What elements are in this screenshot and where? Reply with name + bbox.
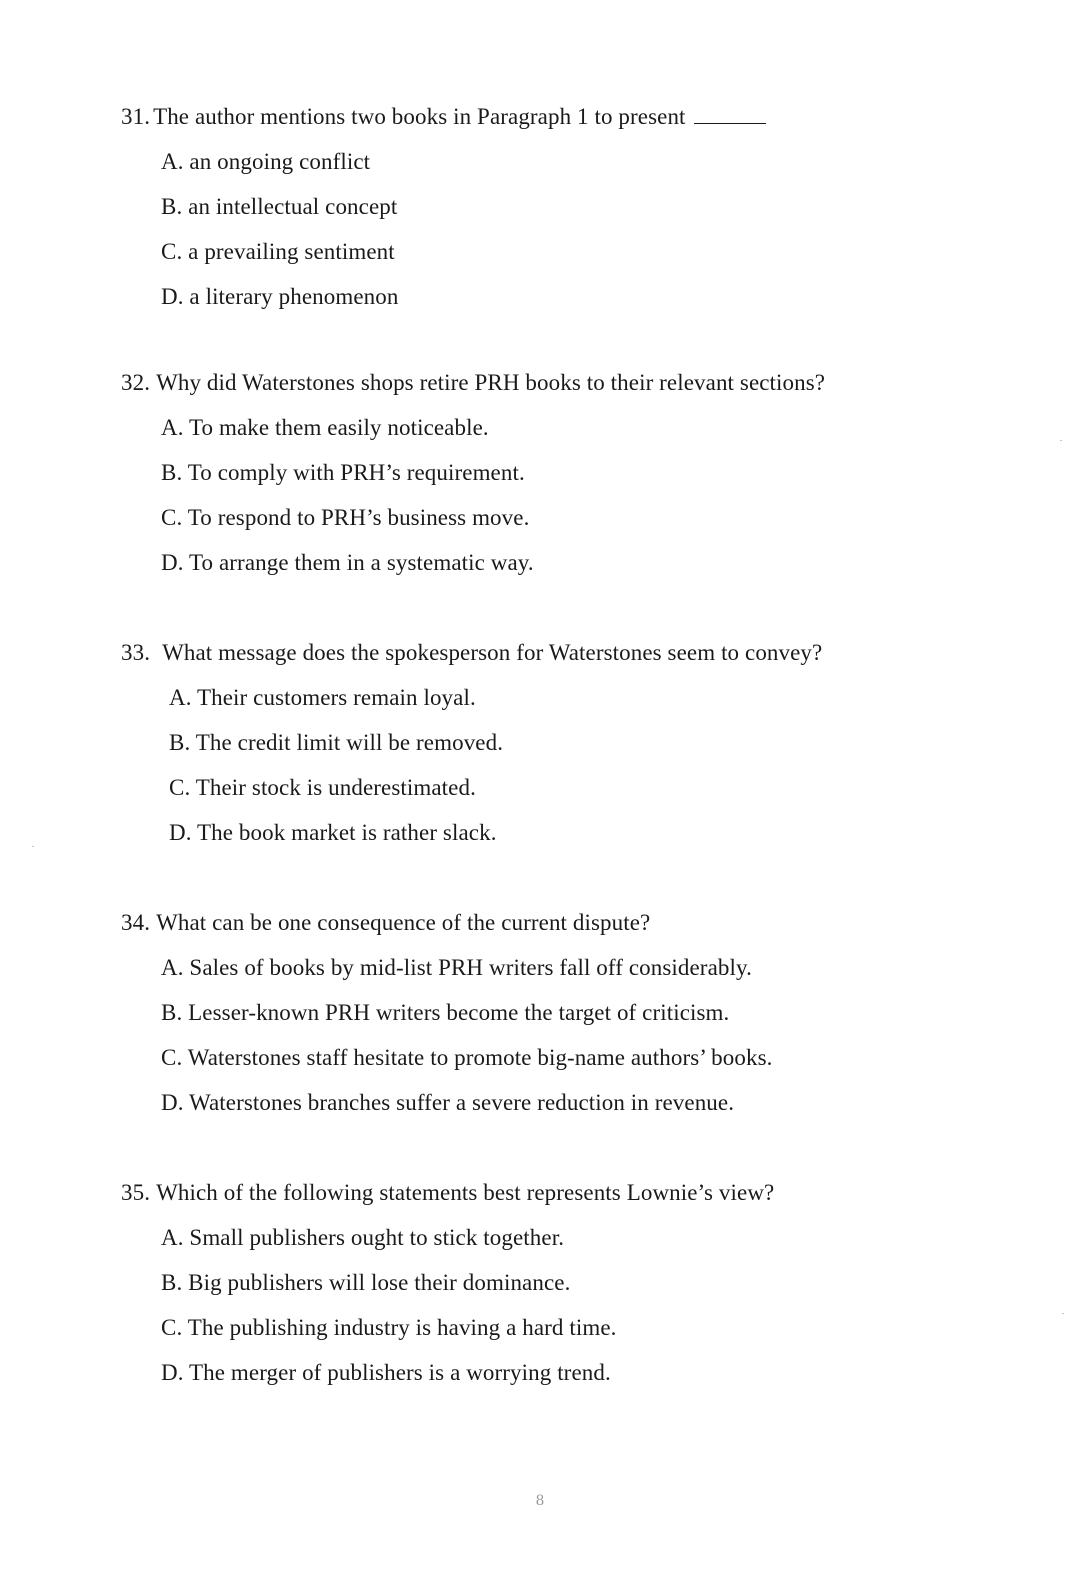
option-letter: B. — [161, 1270, 183, 1295]
option-d — [0, 1358, 1080, 1388]
option-text: Small publishers ought to stick together. — [189, 1225, 565, 1250]
option-letter: D. — [161, 1090, 184, 1115]
answer-blank — [694, 103, 766, 124]
question-number: 35. — [121, 1180, 151, 1205]
question-number: 33. — [121, 640, 151, 665]
option-text: Waterstones staff hesitate to promote big-name authors’ books. — [187, 1045, 773, 1070]
option-letter: D. — [161, 550, 184, 575]
option-letter: B. — [161, 1000, 183, 1025]
option-b — [0, 458, 1080, 488]
option-text: Their stock is underestimated. — [195, 775, 476, 800]
option-a — [0, 413, 1080, 443]
option-letter: D. — [161, 1360, 184, 1385]
question-stem — [0, 638, 1080, 668]
option-text: To comply with PRH’s requirement. — [187, 460, 525, 485]
question-text: What can be one consequence of the current dispute? — [156, 910, 651, 935]
option-a — [0, 683, 1080, 713]
option-letter: A. — [161, 1225, 184, 1250]
option-text: a prevailing sentiment — [188, 239, 395, 264]
scan-speck — [32, 846, 34, 847]
question-31 — [0, 102, 1080, 312]
option-text: The publishing industry is having a hard time. — [187, 1315, 617, 1340]
option-letter: B. — [169, 730, 191, 755]
option-letter: C. — [169, 775, 191, 800]
scan-speck — [1062, 1313, 1064, 1314]
question-text: What message does the spokesperson for Waterstones seem to convey? — [162, 640, 823, 665]
option-d — [0, 282, 1080, 312]
question-text: Which of the following statements best represents Lownie’s view? — [156, 1180, 775, 1205]
question-number: 32. — [121, 370, 151, 395]
question-stem — [0, 1178, 1080, 1208]
option-text: The credit limit will be removed. — [195, 730, 504, 755]
question-34 — [0, 908, 1080, 1118]
question-32 — [0, 368, 1080, 578]
option-b — [0, 728, 1080, 758]
option-text: Waterstones branches suffer a severe reduction in revenue. — [189, 1090, 735, 1115]
option-d — [0, 548, 1080, 578]
option-letter: A. — [161, 415, 184, 440]
option-text: Sales of books by mid-list PRH writers fall off considerably. — [189, 955, 752, 980]
option-text: Lesser-known PRH writers become the target of criticism. — [188, 1000, 730, 1025]
option-c — [0, 237, 1080, 267]
option-b — [0, 998, 1080, 1028]
option-text: Big publishers will lose their dominance. — [188, 1270, 571, 1295]
option-d — [0, 818, 1080, 848]
option-letter: D. — [169, 820, 192, 845]
option-text: an ongoing conflict — [189, 149, 371, 174]
option-a — [0, 953, 1080, 983]
option-b — [0, 192, 1080, 222]
option-a — [0, 1223, 1080, 1253]
option-text: The merger of publishers is a worrying trend. — [189, 1360, 611, 1385]
question-stem — [0, 368, 1080, 398]
option-letter: C. — [161, 1315, 183, 1340]
question-text: The author mentions two books in Paragraph 1 to present — [153, 104, 686, 129]
option-letter: C. — [161, 505, 183, 530]
option-letter: A. — [169, 685, 192, 710]
option-a — [0, 147, 1080, 177]
option-text: The book market is rather slack. — [197, 820, 497, 845]
option-c — [0, 503, 1080, 533]
question-35 — [0, 1178, 1080, 1388]
option-text: To arrange them in a systematic way. — [189, 550, 534, 575]
option-letter: B. — [161, 194, 183, 219]
option-letter: C. — [161, 239, 183, 264]
question-stem — [0, 102, 1080, 132]
option-letter: B. — [161, 460, 183, 485]
question-number: 34. — [121, 910, 151, 935]
option-text: Their customers remain loyal. — [197, 685, 476, 710]
scan-speck — [1060, 440, 1062, 441]
option-text: To make them easily noticeable. — [189, 415, 489, 440]
option-text: an intellectual concept — [188, 194, 398, 219]
question-number: 31. — [121, 104, 151, 129]
option-letter: A. — [161, 149, 184, 174]
option-d — [0, 1088, 1080, 1118]
option-b — [0, 1268, 1080, 1298]
option-text: a literary phenomenon — [189, 284, 399, 309]
question-text: Why did Waterstones shops retire PRH books to their relevant sections? — [156, 370, 826, 395]
option-letter: D. — [161, 284, 184, 309]
question-33 — [0, 638, 1080, 848]
option-letter: A. — [161, 955, 184, 980]
option-c — [0, 1313, 1080, 1343]
option-c — [0, 1043, 1080, 1073]
question-stem — [0, 908, 1080, 938]
option-text: To respond to PRH’s business move. — [187, 505, 530, 530]
option-c — [0, 773, 1080, 803]
option-letter: C. — [161, 1045, 183, 1070]
page-number: 8 — [535, 1493, 545, 1509]
